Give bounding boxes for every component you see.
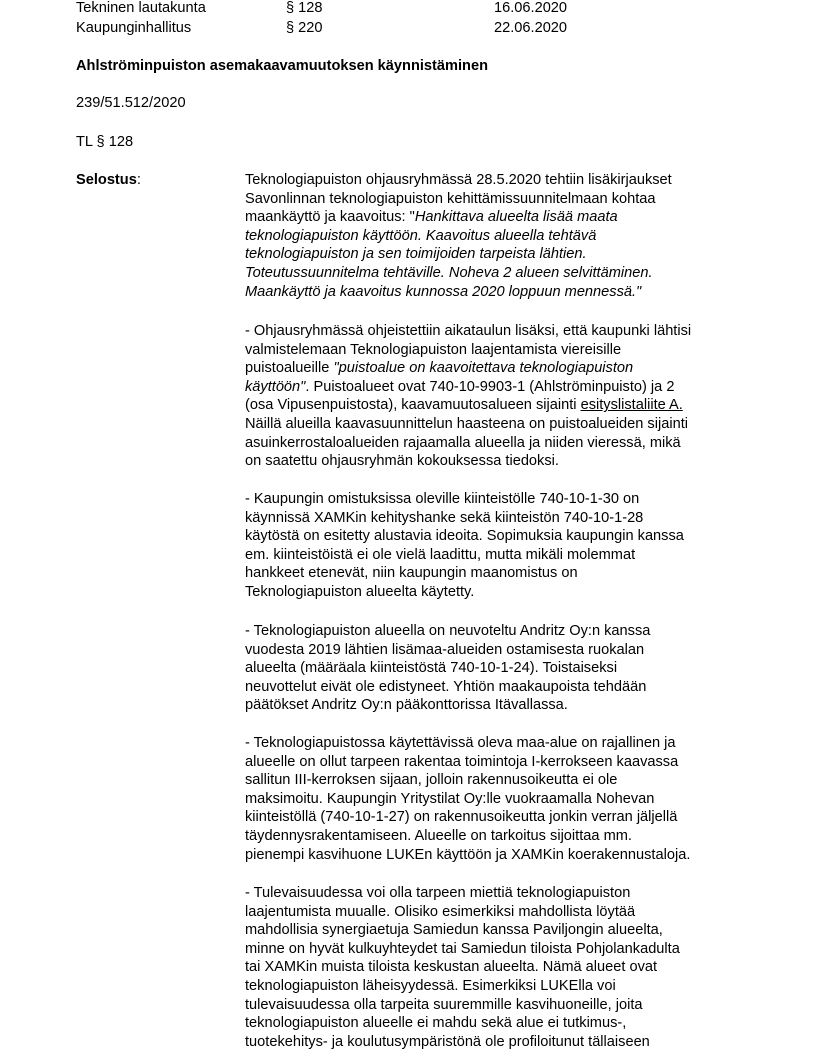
text-line: mahdollisia synergiaetuja Samiedun kanssa Paviljongin alueelta, — [245, 922, 663, 939]
paragraph-3 — [245, 490, 684, 602]
quoted-text: Hankittava alueelta lisää maata — [414, 209, 618, 226]
text-line: maksimoitu. Kaupungin Yritystilat Oy:lle vuokraamalla Nohevan — [245, 790, 655, 807]
section-label-colon: : — [136, 172, 141, 188]
text-line: sallitun III-kerroksen sijaan, jolloin rakennusoikeutta ei ole — [245, 772, 618, 789]
text-line: asuinkerrostaloalueiden rajaamalla alueella ja niiden vieressä, mikä — [245, 434, 681, 451]
text-line — [245, 378, 691, 397]
paragraph-4 — [245, 622, 650, 715]
text-line — [245, 359, 691, 378]
paragraph-2 — [245, 322, 691, 471]
section-label-text: Selostus — [76, 172, 137, 188]
attachment-link[interactable]: esityslistaliite A. — [580, 397, 683, 414]
text-line: on saatettu ohjausryhmän kokouksessa tiedoksi. — [245, 453, 559, 470]
header-body-name: Tekninen lautakunta — [76, 0, 206, 16]
text-line: tulevaisuudessa olla tarpeita suuremmille kasvihuoneille, joita — [245, 996, 643, 1013]
text-line — [245, 396, 691, 415]
text-line: - Teknologiapuistossa käytettävissä oleva maa-alue on rajallinen ja — [245, 735, 676, 751]
record-number: 239/51.512/2020 — [76, 95, 186, 111]
text-line — [245, 208, 672, 227]
document-title: Ahlströminpuiston asemakaavamuutoksen käynnistäminen — [76, 58, 488, 74]
text-line: Savonlinnan teknologiapuiston kehittämissuunnitelmaan kohtaa — [245, 190, 656, 207]
section-label — [76, 171, 141, 190]
text-line: alueelle on ollut tarpeen rakentaa toimintoja I-kerrokseen kaavassa — [245, 753, 679, 770]
text-line: em. kiinteistöistä ei ole vielä laadittu, mutta mikäli molemmat — [245, 546, 636, 563]
text-line: valmistelemaan Teknologiapuiston laajentamista viereisille — [245, 341, 622, 358]
quoted-text-line: Maankäyttö ja kaavoitus kunnossa 2020 loppuun mennessä." — [245, 283, 642, 300]
text-line: - Ohjausryhmässä ohjeistettiin aikataulun lisäksi, että kaupunki lähtisi — [245, 323, 692, 339]
text-line: laajentumista muualle. Olisiko esimerkiksi mahdollista löytää — [245, 903, 636, 920]
meeting-reference: TL § 128 — [76, 134, 134, 150]
text-run: maankäyttö ja kaavoitus: " — [245, 209, 415, 226]
text-line: - Teknologiapuiston alueella on neuvoteltu Andritz Oy:n kanssa — [245, 623, 651, 639]
text-line: teknologiapuiston alueelle ei mahdu sekä alue ei tutkimus-, — [245, 1015, 627, 1032]
text-line: käynnissä XAMKin kehityshanke sekä kiinteistön 740-10-1-28 — [245, 509, 644, 526]
text-line: päätökset Andritz Oy:n pääkonttorissa Itävallassa. — [245, 697, 568, 714]
text-line: alueelta (määräala kiinteistöstä 740-10-1-24). Toistaiseksi — [245, 660, 618, 677]
text-line: minne on hyvät kulkuyhteydet tai Samiedun tiloista Pohjolankadulta — [245, 940, 680, 957]
text-run: . Puistoalueet ovat 740-10-9903-1 (Ahlströminpuisto) ja 2 — [305, 378, 675, 395]
quoted-text-line: Toteutussuunnitelma tehtäville. Noheva 2 alueen selvittäminen. — [245, 264, 653, 281]
text-line: neuvottelut eivät ole edistyneet. Yhtiön maakaupoista tehdään — [245, 678, 647, 695]
text-line: tai XAMKin muista tiloista keskustan alueelta. Nämä alueet ovat — [245, 959, 658, 976]
header-body-name: Kaupunginhallitus — [76, 20, 192, 36]
text-line: täydennysrakentamiseen. Alueelle on tarkoitus sijoittaa mm. — [245, 827, 632, 844]
header-date: 22.06.2020 — [494, 20, 568, 36]
text-line: vuodesta 2019 lähtien lisämaa-alueiden ostamisesta ruokalan — [245, 641, 645, 658]
text-line: Näillä alueilla kaavasuunnittelun haasteena on puistoalueiden sijainti — [245, 415, 688, 432]
text-line: - Kaupungin omistuksissa oleville kiinteistölle 740-10-1-30 on — [245, 491, 640, 507]
paragraph-5 — [245, 734, 690, 864]
header-date: 16.06.2020 — [494, 0, 568, 16]
header-section: § 220 — [286, 20, 323, 36]
quoted-text: käyttöön" — [245, 378, 306, 395]
text-line: Teknologiapuiston alueelta käytetty. — [245, 583, 475, 600]
text-line: tuotekehitys- ja koulutusympäristönä ole profiloitunut tällaiseen — [245, 1033, 650, 1050]
text-line: pienempi kasvihuone LUKEn käyttöön ja XAMKin koerakennustaloja. — [245, 846, 691, 863]
text-line: teknologiapuiston läheisyydessä. Esimerkiksi LUKElla voi — [245, 977, 616, 994]
quoted-text-line: teknologiapuiston ja sen toimijoiden tarpeista lähtien. — [245, 246, 587, 263]
quoted-text-line: teknologiapuiston käyttöön. Kaavoitus alueella tehtävä — [245, 227, 597, 244]
text-line: hankkeet etenevät, niin kaupungin maanomistus on — [245, 565, 578, 582]
text-line: - Tulevaisuudessa voi olla tarpeen miettiä teknologiapuiston — [245, 885, 631, 901]
text-line: Teknologiapuiston ohjausryhmässä 28.5.2020 tehtiin lisäkirjaukset — [245, 172, 672, 188]
text-run: puistoalueille — [245, 360, 334, 377]
text-line: käytöstä on esitetty alustavia ideoita. Sopimuksia kaupungin kanssa — [245, 528, 684, 545]
text-run: (osa Vipusenpuistosta), kaavamuutosalueen sijainti — [245, 397, 581, 414]
paragraph-6 — [245, 884, 680, 1051]
header-section: § 128 — [286, 0, 323, 16]
quoted-text: "puistoalue on kaavoitettava teknologiapuiston — [333, 360, 634, 377]
paragraph-1 — [245, 171, 672, 301]
text-line: kiinteistöllä (740-10-1-27) on rakennusoikeutta jonkin verran jäljellä — [245, 809, 678, 826]
